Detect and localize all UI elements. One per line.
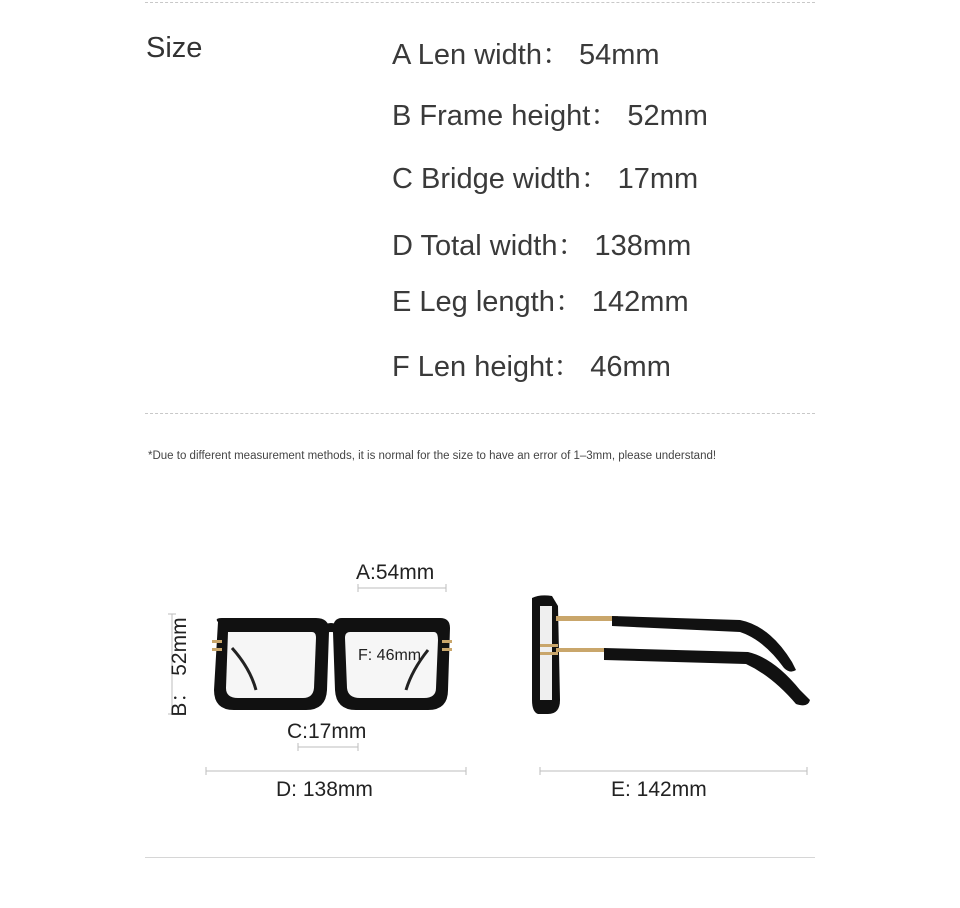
spec-lens-width: A Len width： 54mm bbox=[392, 39, 660, 71]
dim-label-e: E: 142mm bbox=[611, 778, 707, 801]
spec-total-width: D Total width： 138mm bbox=[392, 230, 692, 262]
spec-leg-length: E Leg length： 142mm bbox=[392, 286, 689, 318]
spec-lens-height: F Len height： 46mm bbox=[392, 351, 671, 383]
measurement-note: *Due to different measurement methods, it is normal for the size to have an error of 1–3mm, please understand! bbox=[148, 450, 717, 462]
dim-label-c: C:17mm bbox=[287, 720, 367, 743]
spec-bridge-width: C Bridge width： 17mm bbox=[392, 163, 699, 195]
spec-frame-height: B Frame height： 52mm bbox=[392, 100, 708, 132]
side-view-glasses bbox=[532, 595, 810, 714]
dim-label-d: D: 138mm bbox=[276, 778, 373, 801]
dim-label-f: F: 46mm bbox=[358, 647, 422, 664]
dim-label-b: B： 52mm bbox=[168, 617, 191, 717]
size-heading: Size bbox=[146, 32, 203, 64]
dim-label-a: A:54mm bbox=[356, 561, 435, 584]
